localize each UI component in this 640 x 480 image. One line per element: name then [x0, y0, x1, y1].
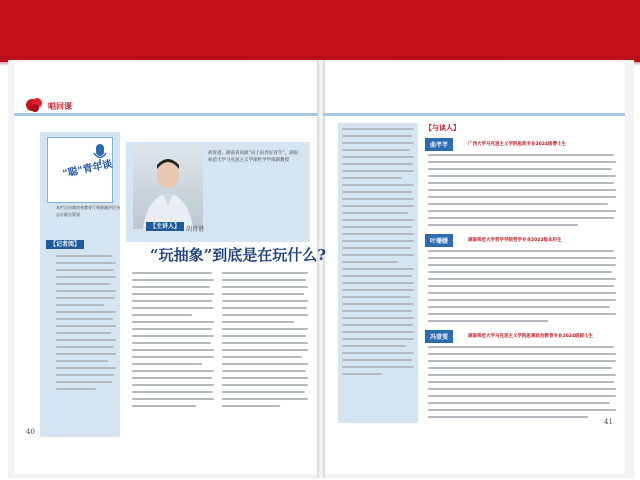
left-page-number: 40 — [26, 428, 35, 436]
header-band-right — [323, 113, 625, 116]
body-column-1 — [132, 272, 214, 412]
interview-tag: 【与谈人】 — [425, 124, 460, 132]
speaker-3-label: 冯壹雯 — [425, 330, 453, 343]
person-portrait-icon — [133, 145, 203, 229]
speaker-2-text — [428, 250, 616, 327]
author-bio: 胡青谱，湖南省高级“向上向善好青年”，湖南师范大学马克思主义学部哲学学部副教授 — [208, 151, 299, 163]
column-name: 唱回课 — [48, 102, 72, 111]
presenter-tag: 【主讲人】 — [146, 222, 184, 231]
speaker-2-description: 湖南师范大学哲学学院哲学专业2022级本科生 — [468, 238, 562, 243]
author-photo — [133, 145, 203, 229]
article-headline: “玩抽象”到底是在玩什么? — [150, 246, 327, 264]
speaker-1-description: 广西大学马克思主义学院思政专业2024级博士生 — [468, 142, 567, 147]
speaker-1-label: 曲芊芊 — [425, 138, 453, 151]
microphone-icon — [92, 142, 108, 168]
speaker-3-description: 湖南师范大学马克思主义学院思想政治教育专业2024级硕士生 — [468, 334, 594, 339]
badge-title: "聪"青年谈 — [61, 158, 114, 181]
top-red-banner — [0, 0, 640, 62]
sidebar-description: 本栏目由湖南省教育厅和新湘评论杂志社联合策划 — [56, 205, 120, 217]
speaker-3-text — [428, 346, 616, 423]
speaker-1-text — [428, 154, 616, 231]
page-gutter — [317, 60, 325, 478]
right-body-column — [342, 128, 414, 380]
header-band-left — [14, 113, 318, 116]
presenter-name: 胡青谱 — [186, 226, 205, 233]
editor-tag: 【记者阅】 — [46, 240, 84, 249]
right-page-number: 41 — [604, 418, 613, 426]
body-column-2 — [222, 272, 308, 412]
speaker-2-label: 叶珊媛 — [425, 234, 453, 247]
flower-logo-icon — [24, 96, 46, 114]
editor-note-text — [56, 255, 118, 395]
